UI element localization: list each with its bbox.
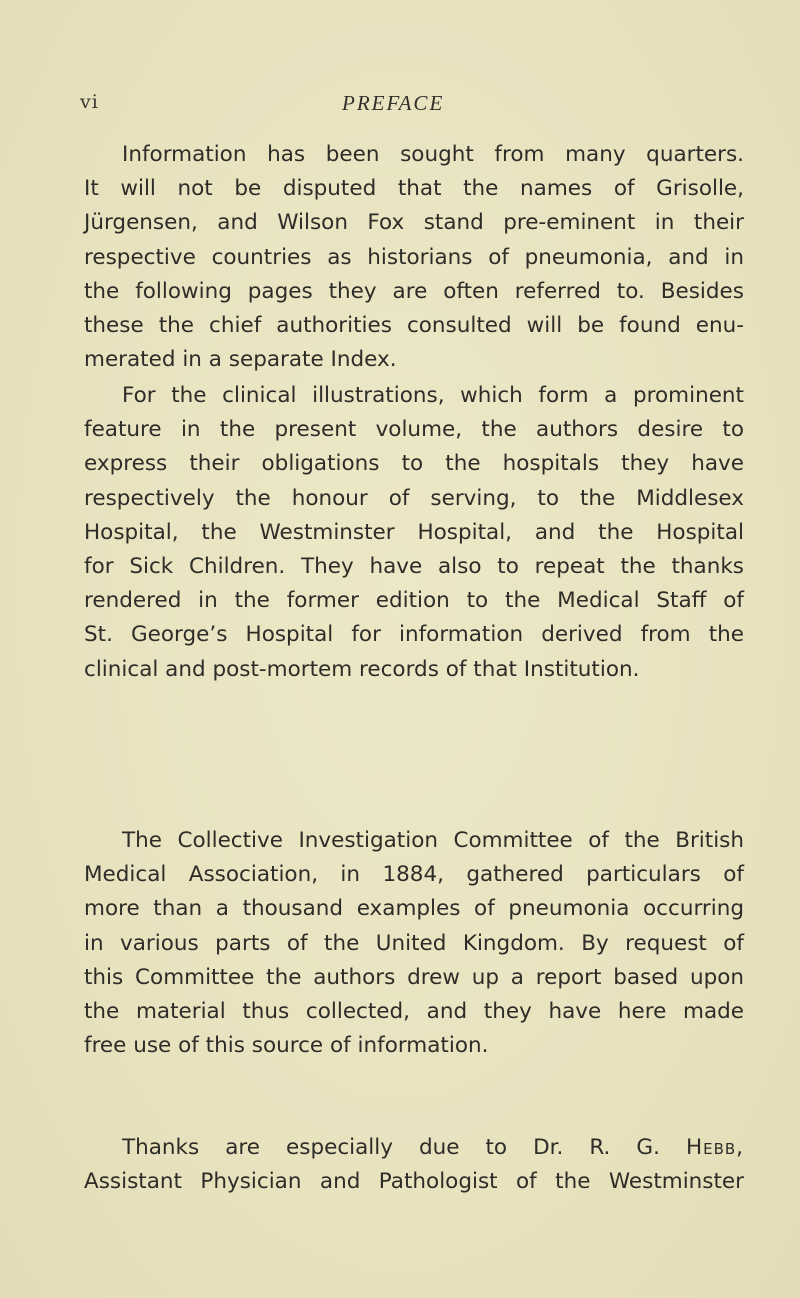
text-line: respectively the honour of serving, to the Middlesex [84,485,744,511]
paragraph-1 [84,138,744,377]
text-line: this Committee the authors drew up a report based upon [84,964,744,990]
text-line: more than a thousand examples of pneumonia occurring [84,896,744,922]
text-line: The Collective Investigation Committee of the British [122,828,744,853]
text-line: It will not be disputed that the names of Grisolle, [84,176,744,202]
text-line: Information has been sought from many quarters. [122,142,744,167]
running-head: PREFACE [342,91,445,115]
text-line: Assistant Physician and Pathologist of the Westminster [84,1169,744,1195]
text-line: clinical and post-mortem records of that Institution. [84,656,640,682]
paragraph-2 [84,379,744,687]
paragraph-3 [84,824,744,1063]
text-line: in various parts of the United Kingdom. By request of [84,930,744,956]
text-line: the following pages they are often referred to. Besides [84,278,744,304]
text-line: for Sick Children. They have also to repeat the thanks [84,554,744,580]
text-line: merated in a separate Index. [84,347,397,373]
text-line: Jürgensen, and Wilson Fox stand pre-eminent in their [84,210,744,236]
text-line: Medical Association, in 1884, gathered particulars of [84,862,744,888]
text-line [84,1131,744,1165]
paragraph-4 [84,1131,744,1199]
text-line: rendered in the former edition to the Medical Staff of [84,588,744,614]
text-line-lead: Thanks are especially due to Dr. R. G. [122,1135,686,1160]
text-line: the material thus collected, and they have here made [84,999,744,1025]
text-line: free use of this source of information. [84,1033,489,1059]
page-number: vi [80,91,99,113]
text-line: Hospital, the Westminster Hospital, and the Hospital [84,519,744,545]
page-header [0,91,800,115]
text-line: St. George’s Hospital for information derived from the [84,622,744,648]
text-line: respective countries as historians of pneumonia, and in [84,244,744,270]
text-line: feature in the present volume, the authors desire to [84,417,744,443]
text-line: For the clinical illustrations, which form a prominent [122,383,744,408]
person-name: Hebb, [685,1135,744,1160]
text-line: these the chief authorities consulted will be found enu- [84,313,744,339]
text-line: express their obligations to the hospitals they have [84,451,744,477]
